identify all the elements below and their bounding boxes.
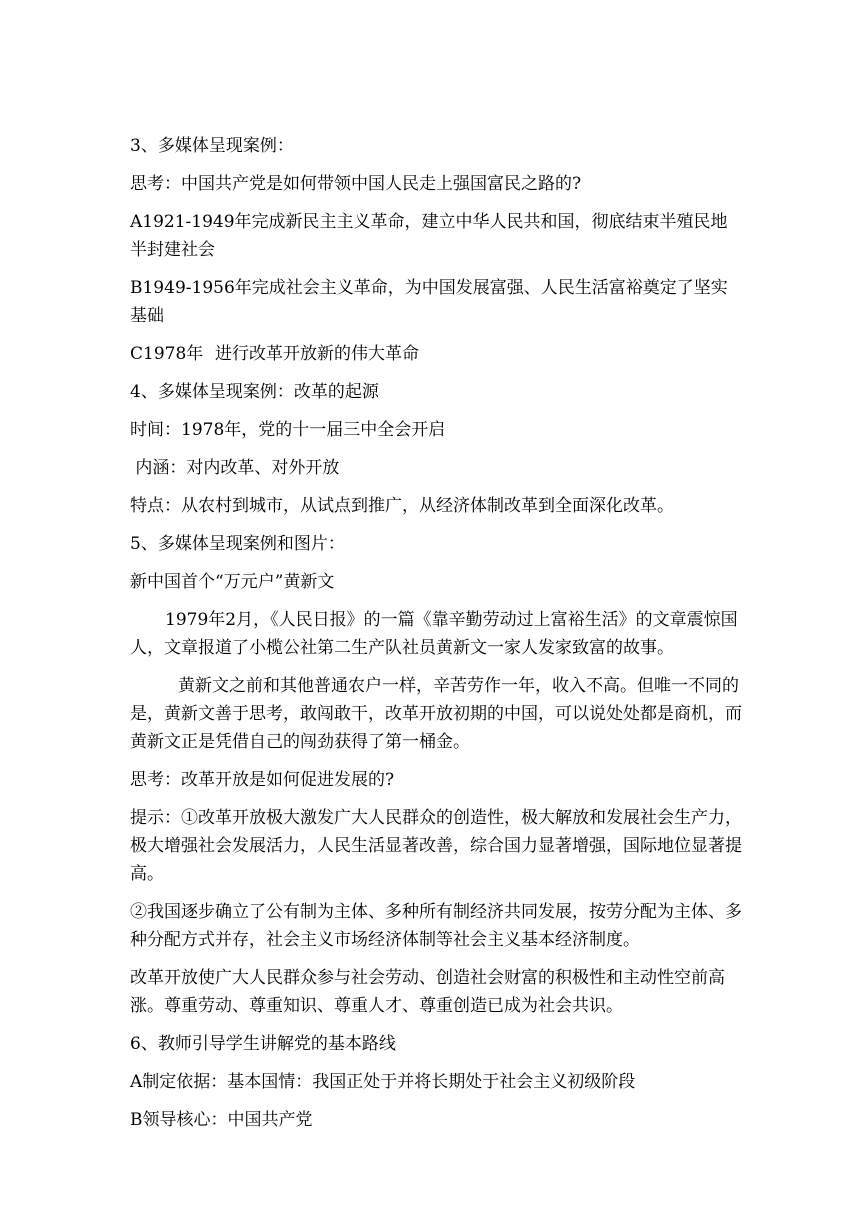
point-b-1949: B1949-1956年完成社会主义革命，为中国发展富强、人民生活富裕奠定了坚实基础	[130, 278, 728, 326]
story-paragraph-1: 1979年2月，《人民日报》的一篇《靠辛勤劳动过上富裕生活》的文章震惊国人，文章报道了小榄公社第二生产队社员黄新文一家人发家致富的故事。	[130, 610, 738, 658]
basis-point: A制定依据：基本国情：我国正处于并将长期处于社会主义初级阶段	[130, 1072, 636, 1092]
case-title: 新中国首个“万元户”黄新文	[130, 572, 335, 592]
point-a-1921: A1921-1949年完成新民主主义革命，建立中华人民共和国，彻底结束半殖民地半封建社会	[130, 212, 728, 260]
question-2: 思考：改革开放是如何促进发展的?	[130, 770, 395, 790]
document-body	[130, 132, 742, 1144]
reform-features: 特点：从农村到城市，从试点到推广，从经济体制改革到全面深化改革。	[130, 496, 674, 516]
reform-time: 时间：1978年，党的十一届三中全会开启	[130, 420, 446, 440]
heading-case-5: 5、多媒体呈现案例和图片：	[130, 534, 345, 554]
hint-2: ②我国逐步确立了公有制为主体、多种所有制经济共同发展，按劳分配为主体、多种分配方式并存，社会主义市场经济体制等社会主义基本经济制度。	[130, 902, 742, 950]
point-c-year: C1978年	[130, 344, 204, 364]
summary: 改革开放使广大人民群众参与社会劳动、创造社会财富的积极性和主动性空前高涨。尊重劳动、尊重知识、尊重人才、尊重创造已成为社会共识。	[130, 968, 725, 1016]
heading-case-3: 3、多媒体呈现案例：	[130, 136, 294, 156]
heading-case-4: 4、多媒体呈现案例：改革的起源	[130, 382, 379, 402]
leadership-point: B领导核心：中国共产党	[130, 1110, 313, 1130]
reform-meaning: 内涵：对内改革、对外开放	[130, 458, 340, 478]
heading-step-6: 6、教师引导学生讲解党的基本路线	[130, 1034, 396, 1054]
hint-1: 提示：①改革开放极大激发广大人民群众的创造性，极大解放和发展社会生产力，极大增强社会发展活力，人民生活显著改善，综合国力显著增强，国际地位显著提高。	[130, 808, 742, 884]
point-c-1978	[130, 340, 742, 368]
story-paragraph-2: 黄新文之前和其他普通农户一样，辛苦劳作一年，收入不高。但唯一不同的是，黄新文善于思考，敢闯敢干，改革开放初期的中国，可以说处处都是商机，而黄新文正是凭借自己的闯劲获得了第一桶金。	[130, 676, 742, 752]
question-1: 思考：中国共产党是如何带领中国人民走上强国富民之路的?	[130, 174, 582, 194]
point-c-text: 进行改革开放新的伟大革命	[215, 344, 419, 364]
